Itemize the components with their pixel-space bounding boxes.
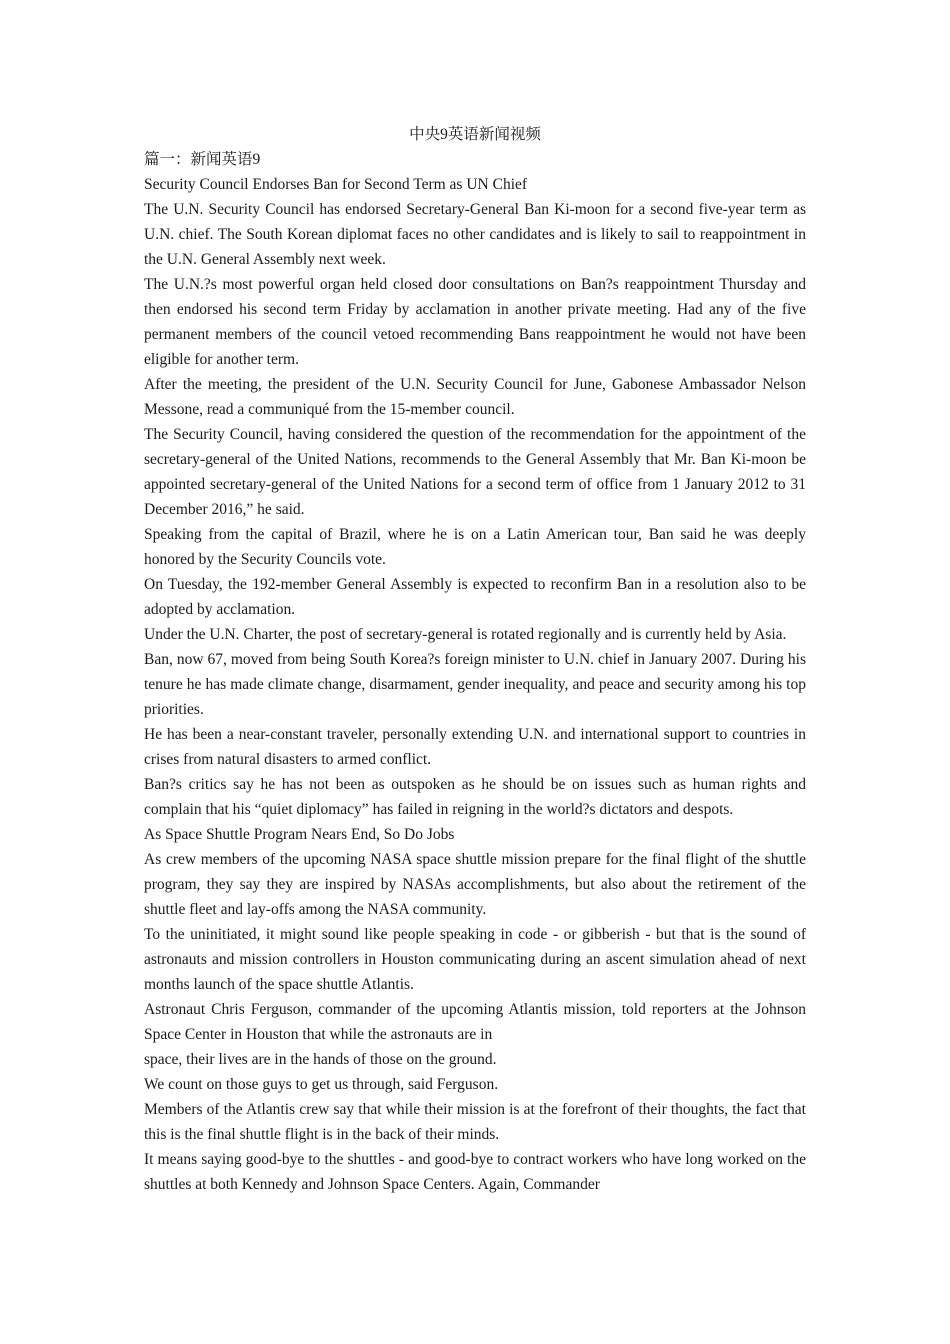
- paragraph-continuation: space, their lives are in the hands of those on the ground.: [144, 1051, 497, 1068]
- paragraph: As crew members of the upcoming NASA space shuttle mission prepare for the final flight of the shuttle program, they say they are inspired by NASAs accomplishments, but also about the retirement of the shuttle fleet and lay-offs among the NASA community.: [144, 851, 806, 918]
- paragraph: After the meeting, the president of the U.N. Security Council for June, Gabonese Ambassador Nelson Messone, read a communiqué from the 15-member council.: [144, 376, 806, 418]
- paragraph: The U.N.?s most powerful organ held closed door consultations on Ban?s reappointment Thursday and then endorsed his second term Friday by acclamation in another private meeting. Had any of the five permanent members of the council vetoed recommending Bans reappointment he would not have been eligible for another term.: [144, 276, 806, 368]
- paragraph: Astronaut Chris Ferguson, commander of the upcoming Atlantis mission, told reporters at the Johnson Space Center in Houston that while the astronauts are in: [144, 1001, 806, 1043]
- paragraph: Ban, now 67, moved from being South Korea?s foreign minister to U.N. chief in January 2007. During his tenure he has made climate change, disarmament, gender inequality, and peace and security among his top priorities.: [144, 651, 806, 718]
- article-title: Security Council Endorses Ban for Second Term as UN Chief: [144, 176, 528, 193]
- document-body: [144, 122, 806, 1197]
- paragraph: Under the U.N. Charter, the post of secretary-general is rotated regionally and is currently held by Asia.: [144, 626, 787, 643]
- paragraph: To the uninitiated, it might sound like people speaking in code - or gibberish - but that is the sound of astronauts and mission controllers in Houston communicating during an ascent simulation ahead of next months launch of the space shuttle Atlantis.: [144, 926, 806, 993]
- paragraph: On Tuesday, the 192-member General Assembly is expected to reconfirm Ban in a resolution also to be adopted by acclamation.: [144, 576, 806, 618]
- paragraph: He has been a near-constant traveler, personally extending U.N. and international support to countries in crises from natural disasters to armed conflict.: [144, 726, 806, 768]
- document-title: 中央9英语新闻视频: [409, 126, 541, 143]
- paragraph: The Security Council, having considered the question of the recommendation for the appointment of the secretary-general of the United Nations, recommends to the General Assembly that Mr. Ban Ki-moon be appointed secretary-general of the United Nations for a second term of office from 1 January 2012 to 31 December 2016,” he said.: [144, 426, 806, 518]
- paragraph: Ban?s critics say he has not been as outspoken as he should be on issues such as human rights and complain that his “quiet diplomacy” has failed in reigning in the world?s dictators and despots.: [144, 776, 806, 818]
- paragraph: It means saying good-bye to the shuttles - and good-bye to contract workers who have long worked on the shuttles at both Kennedy and Johnson Space Centers. Again, Commander: [144, 1151, 806, 1193]
- paragraph: We count on those guys to get us through, said Ferguson.: [144, 1076, 499, 1093]
- article-title: As Space Shuttle Program Nears End, So Do Jobs: [144, 826, 455, 843]
- paragraph: Members of the Atlantis crew say that while their mission is at the forefront of their thoughts, the fact that this is the final shuttle flight is in the back of their minds.: [144, 1101, 806, 1143]
- paragraph: Speaking from the capital of Brazil, where he is on a Latin American tour, Ban said he was deeply honored by the Security Councils vote.: [144, 526, 806, 568]
- paragraph: The U.N. Security Council has endorsed Secretary-General Ban Ki-moon for a second five-year term as U.N. chief. The South Korean diplomat faces no other candidates and is likely to sail to reappointment in the U.N. General Assembly next week.: [144, 201, 806, 268]
- section-heading: 篇一：新闻英语9: [144, 151, 261, 168]
